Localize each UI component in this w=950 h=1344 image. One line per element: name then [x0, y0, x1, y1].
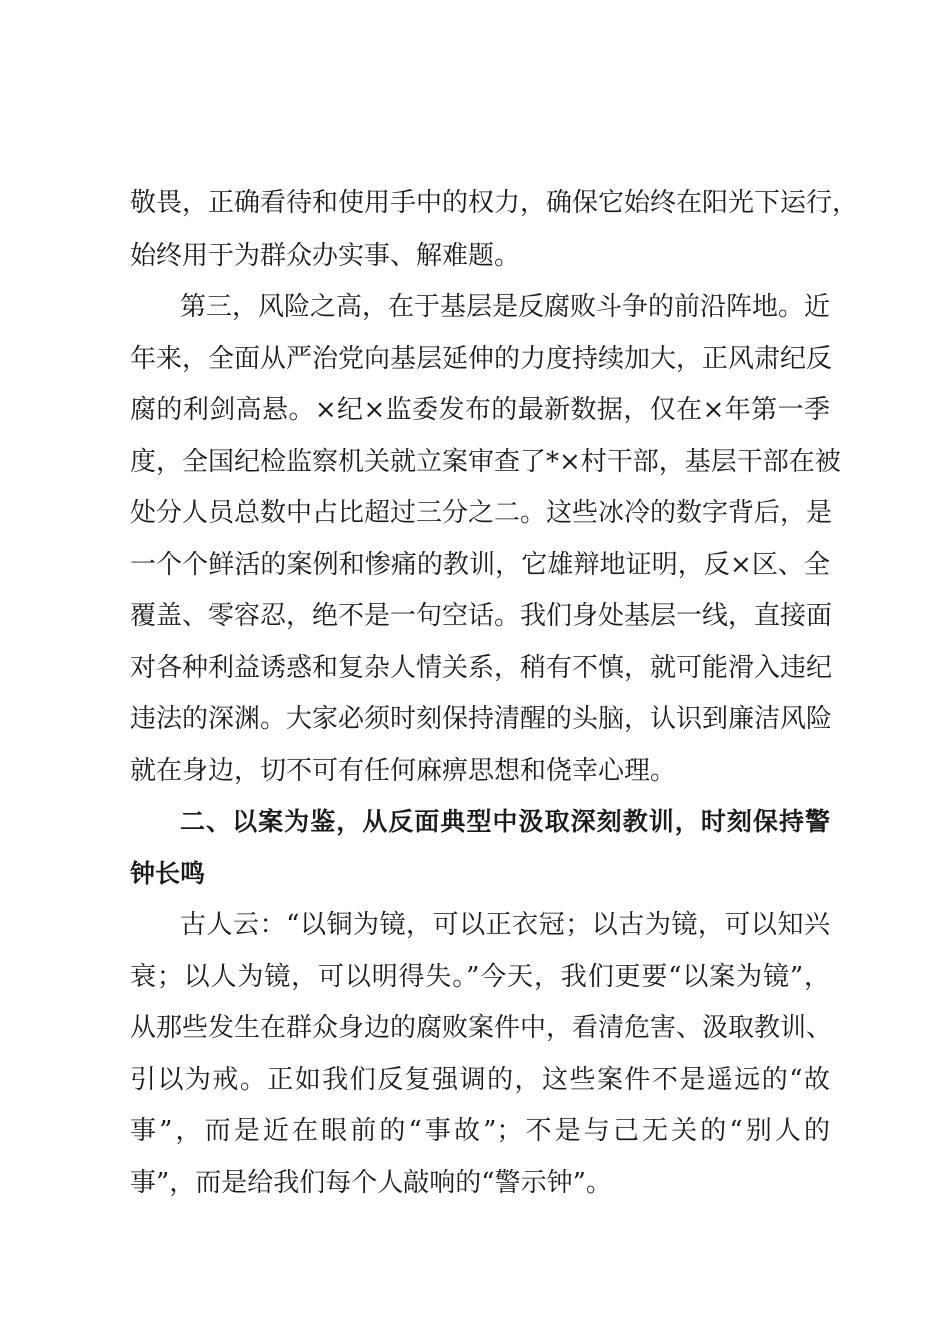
body-text-line: 从那些发生在群众身边的腐败案件中，看清危害、汲取教训、 [130, 1013, 833, 1043]
body-text-line: 引以为戒。正如我们反复强调的，这些案件不是遥远的“故 [130, 1065, 830, 1095]
body-text-line: 覆盖、零容忍，绝不是一句空话。我们身处基层一线，直接面 [130, 601, 833, 631]
body-text-line: 事”，而是给我们每个人敲响的“警示钟”。 [130, 1168, 612, 1198]
body-text-line: 度，全国纪检监察机关就立案审查了*×村干部，基层干部在被 [130, 447, 841, 477]
body-text-line: 处分人员总数中占比超过三分之二。这些冰冷的数字背后，是 [130, 498, 833, 528]
body-text-line: 事”，而是近在眼前的“事故”；不是与己无关的“别人的 [130, 1116, 830, 1146]
body-text-line: 就在身边，切不可有任何麻痹思想和侥幸心理。 [130, 756, 677, 786]
body-text-line: 违法的深渊。大家必须时刻保持清醒的头脑，认识到廉洁风险 [130, 704, 833, 734]
body-text-line: 衰；以人为镜，可以明得失。”今天，我们更要“以案为镜”， [130, 962, 830, 992]
body-text-line: 年来，全面从严治党向基层延伸的力度持续加大，正风肃纪反 [130, 344, 833, 374]
body-text-line: 始终用于为群众办实事、解难题。 [130, 241, 521, 271]
body-text-line: 一个个鲜活的案例和惨痛的教训，它雄辩地证明，反×区、全 [130, 550, 830, 580]
body-text-line: 第三，风险之高，在于基层是反腐败斗争的前沿阵地。近 [180, 292, 831, 322]
section-heading: 二、以案为鉴，从反面典型中汲取深刻教训，时刻保持警 [180, 807, 830, 836]
body-text-line: 敬畏，正确看待和使用手中的权力，确保它始终在阳光下运行， [130, 188, 859, 218]
section-heading: 钟长鸣 [130, 859, 206, 888]
body-text-line: 腐的利剑高悬。×纪×监委发布的最新数据，仅在×年第一季 [130, 395, 830, 425]
body-text-line: 古人云：“以铜为镜，可以正衣冠；以古为镜，可以知兴 [180, 910, 830, 940]
body-text-line: 对各种利益诱惑和复杂人情关系，稍有不慎，就可能滑入违纪 [130, 653, 833, 683]
